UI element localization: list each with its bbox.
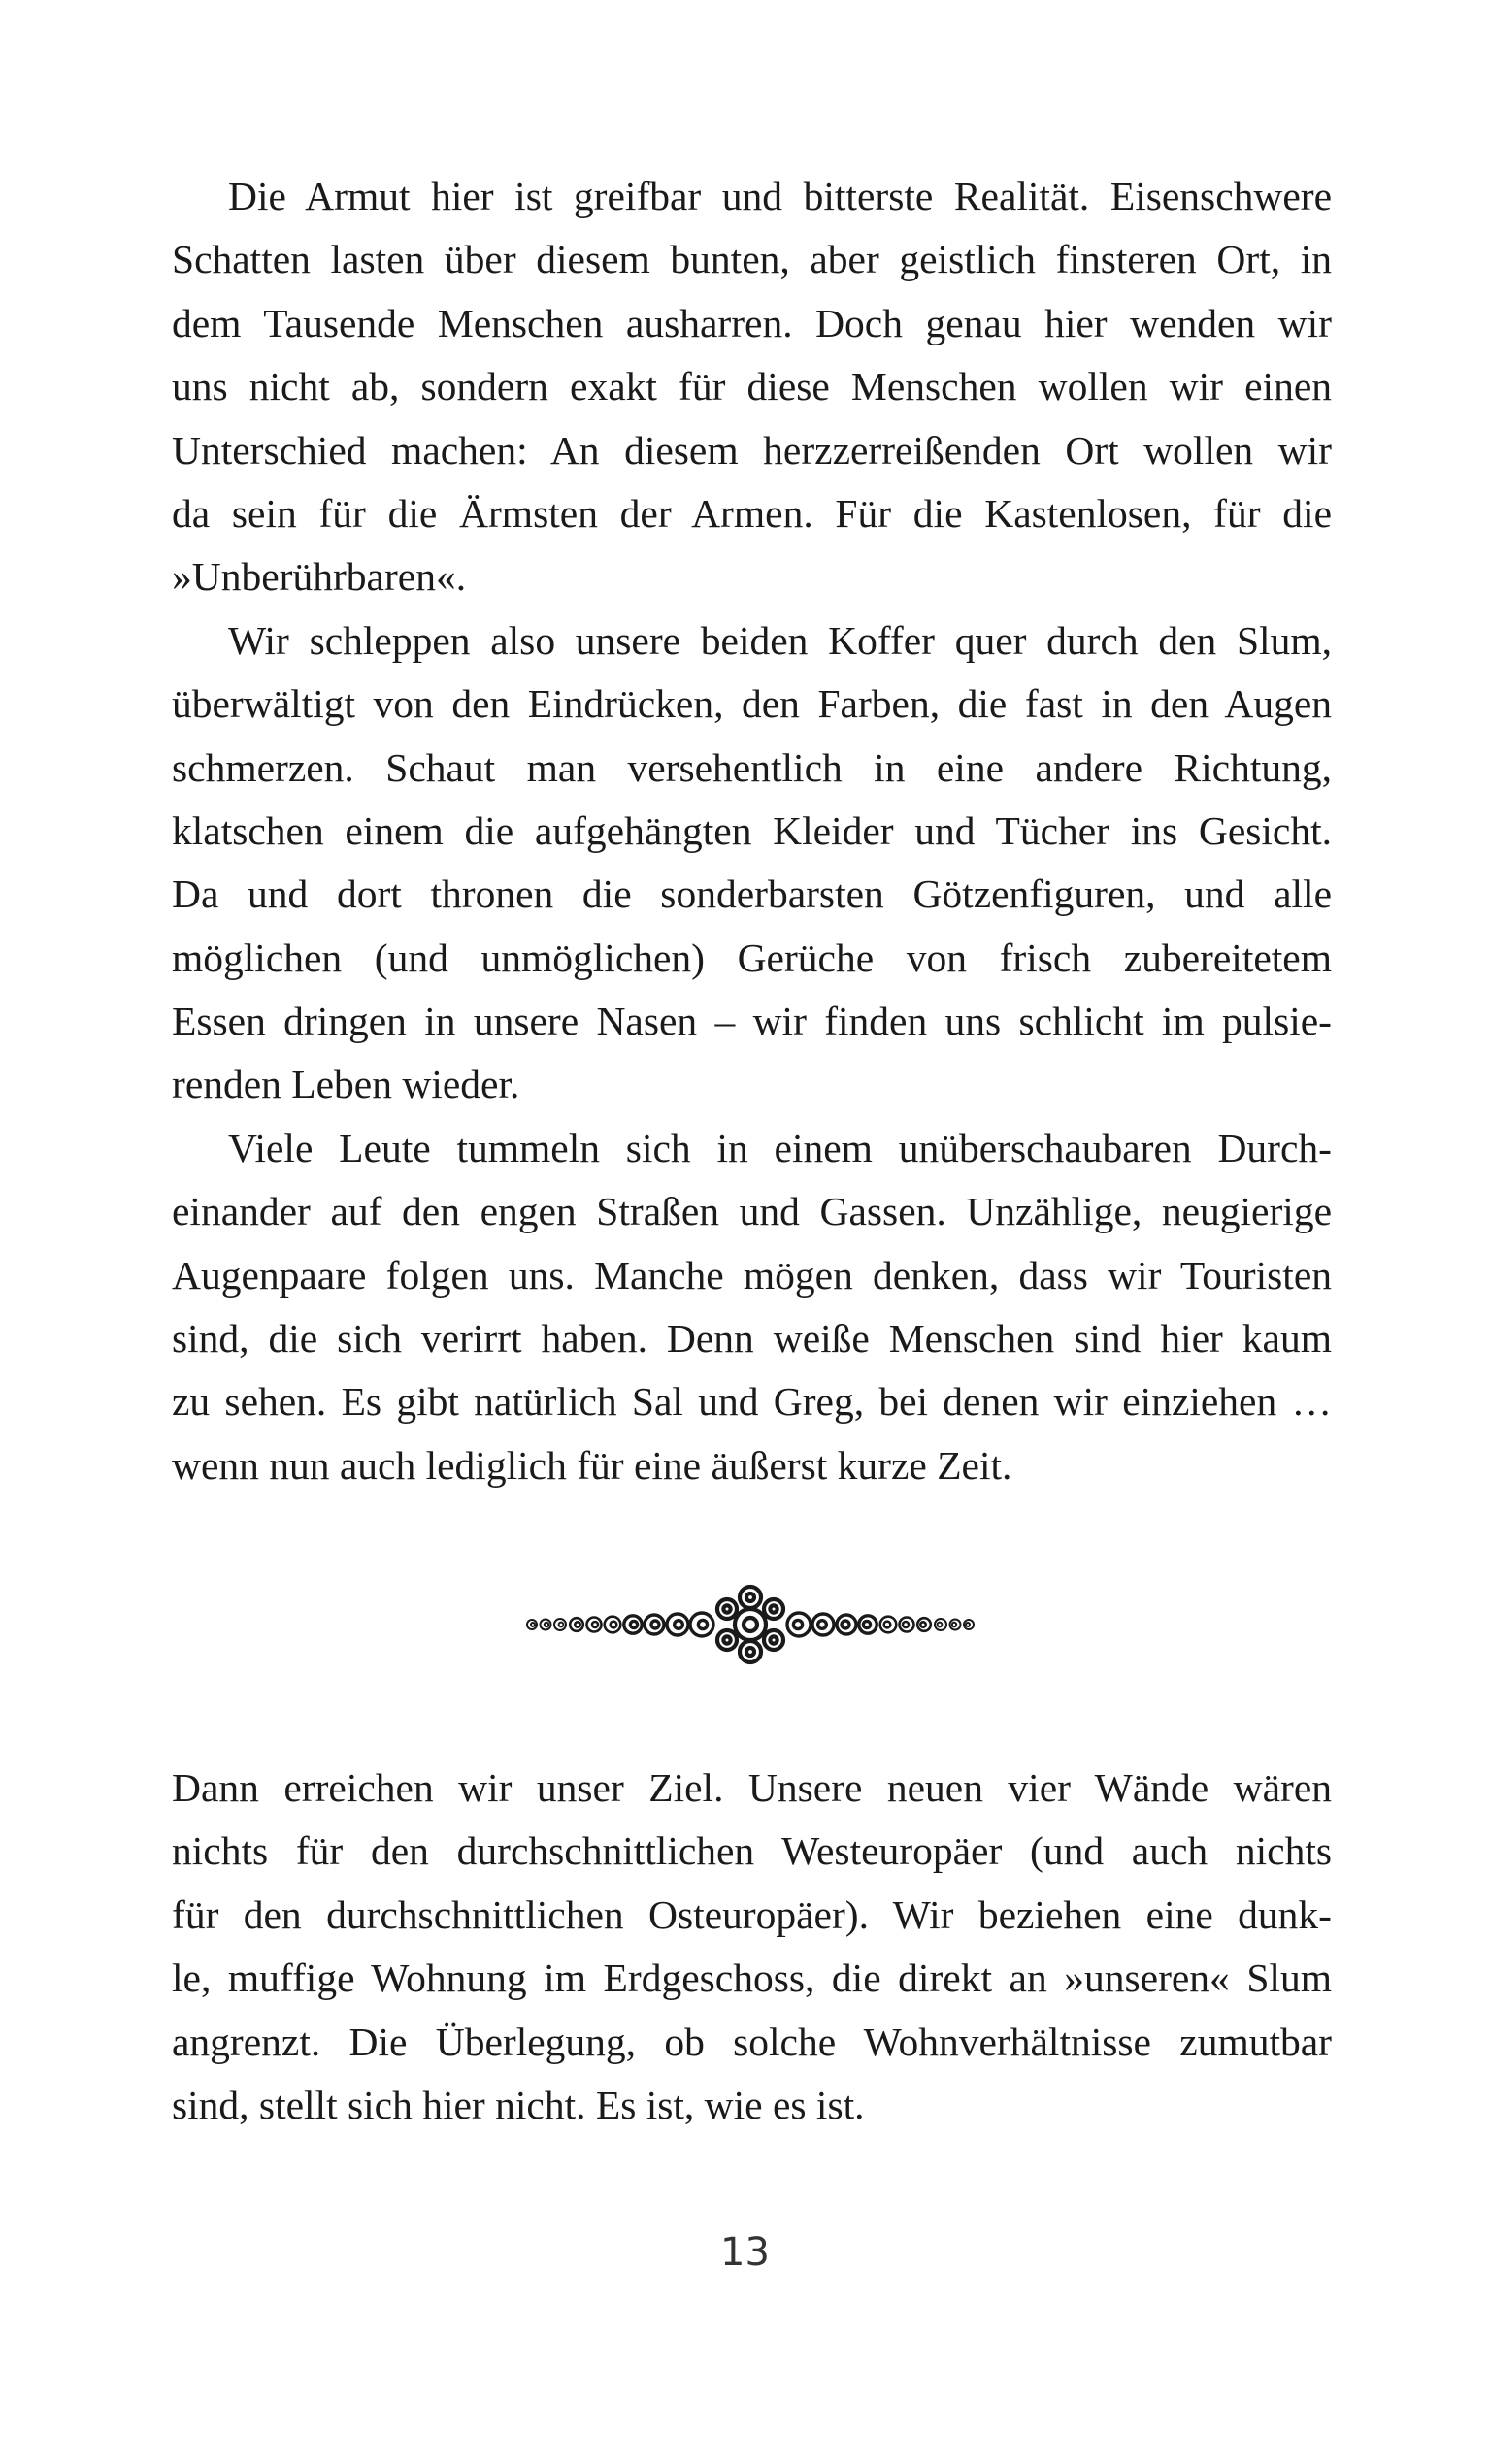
text-line: le, muffige Wohnung im Erdgeschoss, die direkt an »unseren« Slum xyxy=(172,1955,1332,2001)
text-line: Die Armut hier ist greifbar und bitterste Realität. Eisenschwere xyxy=(228,174,1332,218)
text-line: für den durchschnittlichen Osteuropäer). Wir beziehen eine dunk- xyxy=(172,1891,1332,1937)
text-line: wenn nun auch lediglich für eine äußerst kurze Zeit. xyxy=(172,1442,1012,1488)
text-line: Schatten lasten über diesem bunten, aber geistlich finsteren Ort, in xyxy=(172,237,1332,282)
text-line: Wir schleppen also unsere beiden Koffer quer durch den Slum, xyxy=(228,617,1332,663)
text-line: Dann erreichen wir unser Ziel. Unsere neuen vier Wände wären xyxy=(172,1765,1332,1810)
text-line: möglichen (und unmöglichen) Gerüche von frisch zubereitetem xyxy=(172,935,1332,980)
text-line: nichts für den durchschnittlichen Westeuropäer (und auch nichts xyxy=(172,1828,1332,1874)
text-line: uns nicht ab, sondern exakt für diese Menschen wollen wir einen xyxy=(172,364,1332,410)
text-line: Essen dringen in unsere Nasen – wir finden uns schlicht im pulsie- xyxy=(172,999,1332,1044)
text-line: angrenzt. Die Überlegung, ob solche Wohnverhältnisse zumutbar xyxy=(172,2019,1332,2064)
text-line: einander auf den engen Straßen und Gassen. Unzählige, neugierige xyxy=(172,1189,1332,1234)
text-line: sind, die sich verirrt haben. Denn weiße Menschen sind hier kaum xyxy=(172,1316,1332,1362)
text-line: klatschen einem die aufgehängten Kleider und Tücher ins Gesicht. xyxy=(172,807,1332,853)
scroll-divider-icon xyxy=(522,1580,978,1669)
text-line: renden Leben wieder. xyxy=(172,1062,520,1107)
text-line: Augenpaare folgen uns. Manche mögen denken, dass wir Touristen xyxy=(172,1252,1332,1298)
text-line: zu sehen. Es gibt natürlich Sal und Greg, bei denen wir einziehen … xyxy=(172,1379,1332,1425)
text-line: schmerzen. Schaut man versehentlich in eine andere Richtung, xyxy=(172,744,1332,790)
body-text-section-1 xyxy=(172,165,1332,1497)
paragraph-3 xyxy=(172,1117,1332,1497)
page-number: 13 xyxy=(720,2230,770,2275)
text-line: überwältigt von den Eindrücken, den Farben, die fast in den Augen xyxy=(172,681,1332,727)
paragraph-2 xyxy=(172,609,1332,1117)
text-line: Viele Leute tummeln sich in einem unüberschaubaren Durch- xyxy=(228,1125,1332,1170)
body-text-section-2 xyxy=(172,1757,1332,2137)
text-line: Unterschied machen: An diesem herzzerreißenden Ort wollen wir xyxy=(172,427,1332,473)
paragraph-1 xyxy=(172,165,1332,609)
text-line: da sein für die Ärmsten der Armen. Für die Kastenlosen, für die xyxy=(172,490,1332,536)
text-line: dem Tausende Menschen ausharren. Doch genau hier wenden wir xyxy=(172,300,1332,345)
text-line: sind, stellt sich hier nicht. Es ist, wie es ist. xyxy=(172,2082,865,2127)
text-line: Da und dort thronen die sonderbarsten Götzenfiguren, und alle xyxy=(172,871,1332,917)
text-line: »Unberührbaren«. xyxy=(172,554,467,600)
